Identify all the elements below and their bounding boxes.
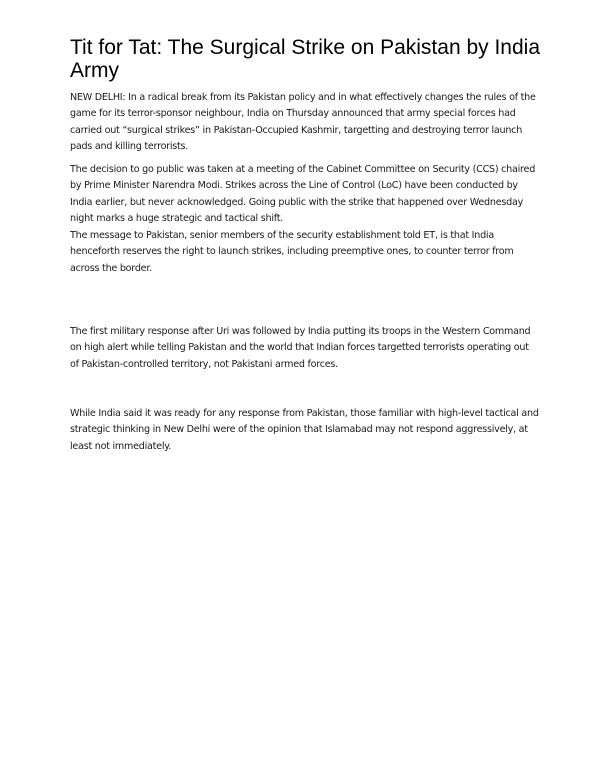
paragraph-military-response: The first military response after Uri was followed by India putting its troops in the Western Command on high alert while telling Pakistan and the world that Indian forces targetted terrorists operating out of Pakistan-controlled territory, not Pakistani armed forces. — [70, 326, 531, 370]
paragraph-islamabad-response: While India said it was ready for any response from Pakistan, those familiar with high-level tactical and strategic thinking in New Delhi were of the opinion that Islamabad may not respond aggressively, at least not immediately. — [70, 408, 539, 452]
paragraph-ccs-decision: The decision to go public was taken at a meeting of the Cabinet Committee on Security (CCS) chaired by Prime Minister Narendra Modi. Strikes across the Line of Control (LoC) have been conducted by India earlier, but never acknowledged. Going public with the strike that happened over Wednesday night marks a huge strategic and tactical shift. — [70, 164, 536, 224]
document-title: Tit for Tat: The Surgical Strike on Pakistan by India Army — [70, 36, 541, 82]
paragraph-message-to-pakistan: The message to Pakistan, senior members of the security establishment told ET, is that India henceforth reserves the right to launch strikes, including preemptive ones, to counter terror from across the border. — [70, 230, 514, 274]
paragraph-intro: NEW DELHI: In a radical break from its Pakistan policy and in what effectively changes the rules of the game for its terror-sponsor neighbour, India on Thursday announced that army special forces had carried out “surgical strikes” in Pakistan-Occupied Kashmir, targetting and destroying terror launch pads and killing terrorists. — [70, 92, 536, 152]
